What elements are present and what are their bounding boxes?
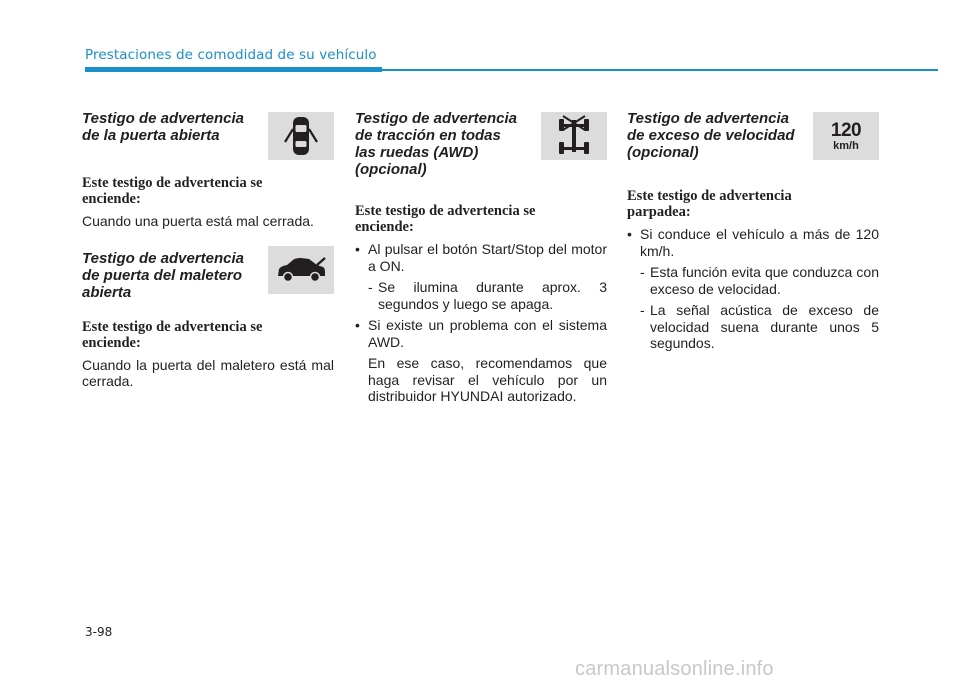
column-middle [355, 110, 607, 405]
list-item: • Si conduce el vehículo a más de 120 km/h. [627, 226, 879, 259]
heading-line: Testigo de advertencia [82, 110, 244, 127]
heading-line: (opcional) [355, 161, 427, 178]
heading-line: de exceso de velocidad [627, 127, 795, 144]
sub-list-item: - Se ilumina durante aprox. 3 segundos y luego se apaga. [368, 279, 607, 312]
speed-warning-subheading: Este testigo de advertencia parpadea: [627, 188, 792, 220]
speed-warning-icon [831, 121, 861, 152]
heading-line: de la puerta abierta [82, 127, 220, 144]
door-warning-text: Cuando una puerta está mal cerrada. [82, 213, 314, 229]
section-title: Prestaciones de comodidad de su vehículo [85, 47, 377, 63]
trunk-warning-subheading: Este testigo de advertencia se enciende: [82, 318, 263, 351]
heading-line: de puerta del maletero [82, 266, 243, 284]
door-warning-heading [82, 110, 334, 162]
speed-warning-icon-box [813, 112, 879, 160]
awd-icon [557, 114, 591, 158]
heading-line: Testigo de advertencia [355, 110, 517, 127]
awd-warning-subheading: Este testigo de advertencia se enciende: [355, 203, 536, 235]
speed-limit-number: 120 [830, 119, 862, 141]
trunk-warning-heading [82, 250, 334, 308]
door-open-icon-box [268, 112, 334, 160]
heading-line: Testigo de advertencia [82, 249, 244, 267]
column-right [627, 110, 879, 357]
heading-line: abierta [82, 283, 132, 301]
list-item: • Si existe un problema con el sistema AWD. [355, 317, 607, 350]
page-number: 3-98 [85, 625, 113, 639]
trunk-warning-text: Cuando la puerta del maletero está mal cerrada. [82, 356, 334, 389]
awd-note: En ese caso, recomendamos que haga revisar el vehículo por un distribuidor HYUNDAI autorizado. [368, 355, 607, 404]
awd-warning-heading [355, 110, 607, 180]
door-open-icon [281, 115, 321, 157]
list-item: • Al pulsar el botón Start/Stop del motor a ON. [355, 241, 607, 274]
heading-line: Testigo de advertencia [627, 110, 789, 127]
watermark: carmanualsonline.info [575, 658, 774, 680]
awd-icon-box [541, 112, 607, 160]
header-rule-thick [85, 67, 382, 72]
column-left [82, 110, 334, 390]
trunk-open-icon [275, 256, 327, 284]
trunk-open-icon-box [268, 246, 334, 294]
heading-line: (opcional) [627, 144, 699, 161]
sub-list-item: - La señal acústica de exceso de velocidad suena durante unos 5 segundos. [640, 302, 879, 351]
speed-warning-heading [627, 110, 879, 164]
speed-limit-unit: km/h [833, 139, 859, 152]
header-rule-thin [382, 69, 938, 71]
sub-list-item: - Esta función evita que conduzca con exceso de velocidad. [640, 264, 879, 297]
heading-line: de tracción en todas [355, 127, 501, 144]
door-warning-subheading: Este testigo de advertencia se enciende: [82, 175, 263, 207]
heading-line: las ruedas (AWD) [355, 144, 479, 161]
